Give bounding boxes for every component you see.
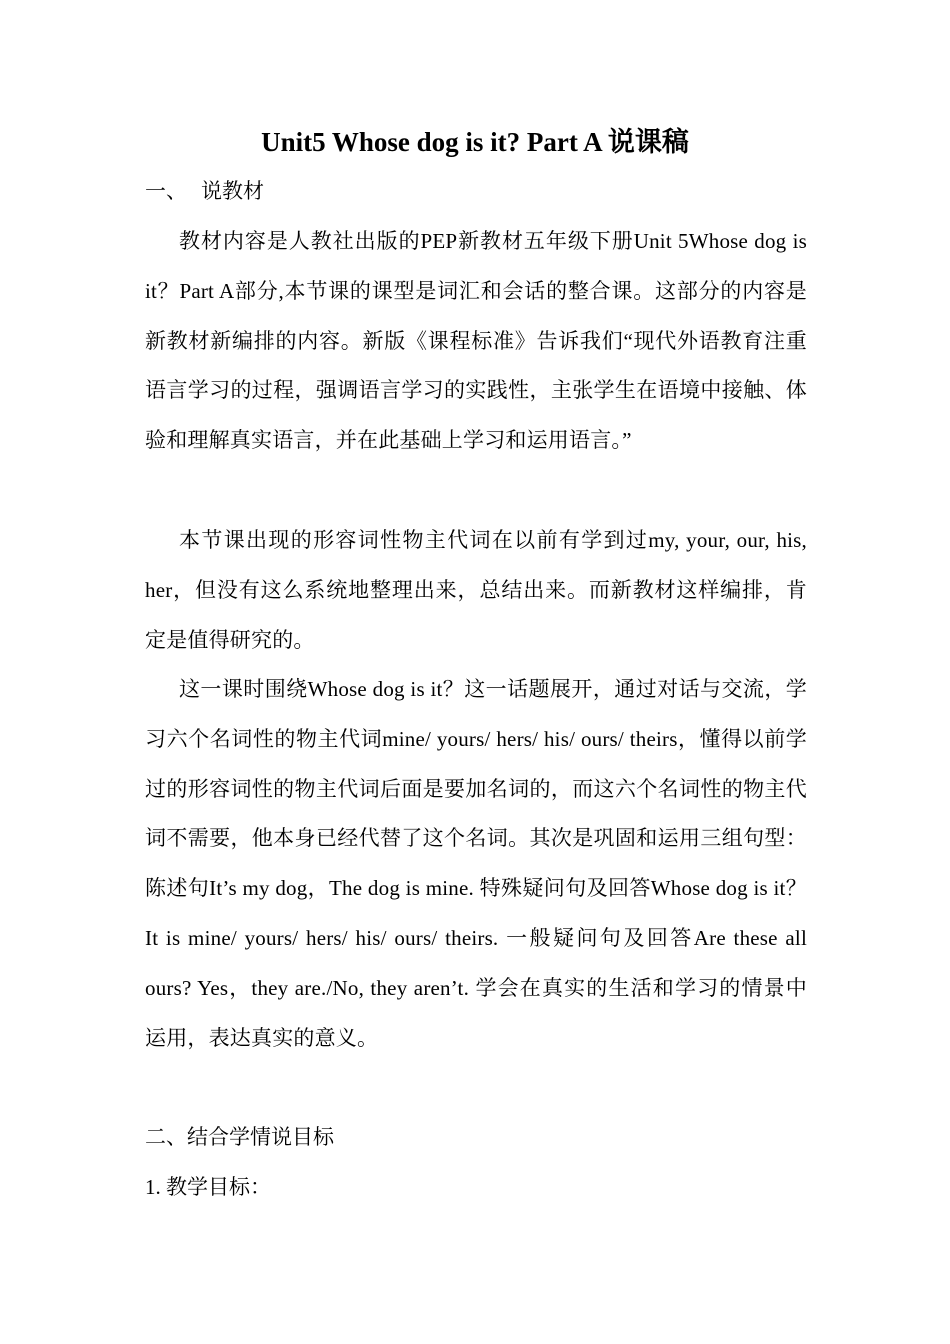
section-heading-objectives: 二、结合学情说目标 xyxy=(145,1125,334,1149)
section-number: 一、 xyxy=(145,179,187,203)
document-title: Unit5 Whose dog is it? Part A 说课稿 xyxy=(261,127,689,157)
paragraph-possessive-adjectives: 本节课出现的形容词性物主代词在以前有学到过my, your, our, his, her，但没有这么系统地整理出来，总结出来。而新教材这样编排，肯定是值得研究的。 xyxy=(145,528,807,652)
paragraph-textbook-content: 教材内容是人教社出版的PEP新教材五年级下册Unit 5Whose dog is it？Part A部分,本节课的课型是词汇和会话的整合课。这部分的内容是新教材新编排的内容。新版《课程标准》告诉我们“现代外语教育注重语言学习的过程，强调语言学习的实践性，主张学生在语境中接触、体验和理解真实语言，并在此基础上学习和运用语言。” xyxy=(145,229,807,453)
section-heading-textbook xyxy=(145,176,264,206)
paragraph-lesson-topic: 这一课时围绕Whose dog is it？这一话题展开，通过对话与交流，学习六个名词性的物主代词mine/ yours/ hers/ his/ ours/ theirs，懂得以前学过的形容词性的物主代词后面是要加名词的，而这六个名词性的物主代词不需要，他本身已经代替了这个名词。其次是巩固和运用三组句型：陈述句It’s my dog，The dog is mine. 特殊疑问句及回答Whose dog is it？It is mine/ yours/ hers/ his/ ours/ theirs. 一般疑问句及回答Are these all ours? Yes，they are./No, they aren’t. 学会在真实的生活和学习的情景中运用，表达真实的意义。 xyxy=(145,677,807,1050)
subsection-teaching-objectives: 1. 教学目标： xyxy=(145,1175,271,1199)
section-heading-text: 说教材 xyxy=(201,179,264,203)
